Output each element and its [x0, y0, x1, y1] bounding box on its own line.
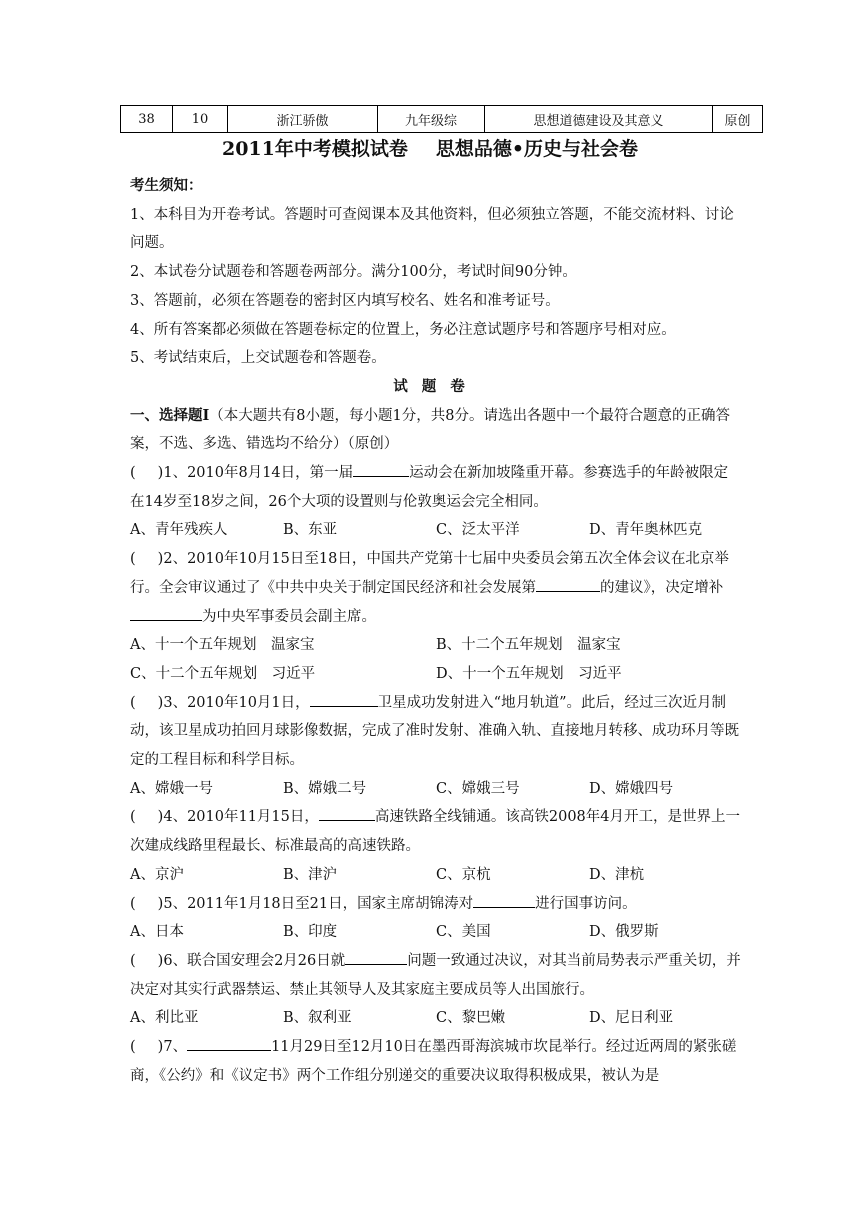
notice-item: 1、本科目为开卷考试。答题时可查阅课本及其他资料，但必须独立答题，不能交流材料、讨论问题。 — [130, 206, 734, 252]
header-info-row — [121, 106, 763, 133]
answer-blank — [345, 950, 407, 965]
header-info-table — [120, 105, 763, 133]
answer-blank — [473, 893, 535, 908]
exam-title — [0, 134, 860, 161]
option-a: A、京沪 — [130, 866, 184, 883]
question-3-options — [130, 775, 742, 804]
notice-item: 4、所有答案都必须做在答题卷标定的位置上，务必注意试题序号和答题序号相对应。 — [130, 321, 676, 338]
cell-number: 38 — [121, 106, 173, 133]
cell-source: 原创 — [713, 106, 763, 133]
option-b: B、东亚 — [283, 522, 338, 539]
option-c: C、泛太平洋 — [436, 522, 520, 539]
exam-title-main: 2011年中考模拟试卷 — [221, 138, 408, 160]
option-b: B、津沪 — [283, 866, 338, 883]
question-1-options — [130, 516, 742, 545]
option-c: C、嫦娥三号 — [436, 780, 520, 797]
exam-content — [130, 172, 742, 1091]
option-a: A、青年残疾人 — [130, 522, 228, 539]
question-3: ( )3、2010年10月1日， 卫星成功发射进入“地月轨道”。此后，经过三次近月制动，该卫星成功拍回月球影像数据，完成了准时发射、准确入轨、直接地月转移、成功环月等既定的工程目标和科学目标。 — [130, 689, 742, 775]
option-b: B、叙利亚 — [283, 1010, 352, 1027]
option-d: D、尼日利亚 — [589, 1010, 674, 1027]
question-2-options-row1 — [130, 631, 742, 660]
notice-item: 3、答题前，必须在答题卷的密封区内填写校名、姓名和准考证号。 — [130, 292, 560, 309]
question-1: ( )1、2010年8月14日，第一届 运动会在新加坡隆重开幕。参赛选手的年龄被限定在14岁至18岁之间，26个大项的设置则与伦敦奥运会完全相同。 — [130, 459, 742, 516]
cell-author: 浙江骄傲 — [228, 106, 378, 133]
option-d: D、青年奥林匹克 — [589, 522, 703, 539]
answer-blank — [536, 577, 600, 592]
notice-heading: 考生须知： — [130, 177, 203, 194]
question-6-options — [130, 1004, 742, 1033]
question-4: ( )4、2010年11月15日， 高速铁路全线铺通。该高铁2008年4月开工，是世界上一次建成线路里程最长、标准最高的高速铁路。 — [130, 803, 742, 860]
option-b: B、十二个五年规划 温家宝 — [436, 637, 621, 654]
cell-grade: 九年级综 — [378, 106, 485, 133]
answer-blank — [187, 1036, 271, 1051]
notice-item: 5、考试结束后，上交试题卷和答题卷。 — [130, 350, 386, 367]
section-title: 试题卷 — [393, 377, 479, 395]
option-a: A、日本 — [130, 924, 184, 941]
notice-item: 2、本试卷分试题卷和答题卷两部分。满分100分，考试时间90分钟。 — [130, 264, 577, 281]
answer-blank — [130, 606, 202, 621]
question-2: ( )2、2010年10月15日至18日，中国共产党第十七届中央委员会第五次全体会议在北京举行。全会审议通过了《中共中央关于制定国民经济和社会发展第 的建议》，决定增补为中央军事委员会副主席。 — [130, 551, 729, 625]
option-a: A、十一个五年规划 温家宝 — [130, 637, 315, 654]
question-5-options — [130, 918, 742, 947]
cell-topic: 思想道德建设及其意义 — [485, 106, 713, 133]
cell-score: 10 — [173, 106, 228, 133]
option-d: D、嫦娥四号 — [589, 780, 674, 797]
option-d: D、津杭 — [589, 866, 645, 883]
question-5: ( )5、2011年1月18日至21日，国家主席胡锦涛对 进行国事访问。 — [130, 890, 742, 919]
part1-intro — [130, 402, 742, 459]
question-7: ( )7、 11月29日至12月10日在墨西哥海滨城市坎昆举行。经过近两周的紧张磋商，《公约》和《议定书》两个工作组分别递交的重要决议取得积极成果，被认为是 — [130, 1033, 742, 1090]
option-a: A、嫦娥一号 — [130, 780, 213, 797]
option-c: C、黎巴嫩 — [436, 1010, 506, 1027]
part1-heading: 一、选择题Ⅰ — [130, 406, 210, 424]
option-d: D、俄罗斯 — [589, 924, 659, 941]
option-d: D、十一个五年规划 习近平 — [436, 665, 622, 682]
option-b: B、嫦娥二号 — [283, 780, 367, 797]
option-b: B、印度 — [283, 924, 338, 941]
question-4-options — [130, 861, 742, 890]
exam-title-subject: 思想品德•历史与社会卷 — [435, 138, 639, 160]
answer-blank — [353, 462, 409, 477]
option-c: C、十二个五年规划 习近平 — [130, 665, 316, 682]
option-a: A、利比亚 — [130, 1010, 199, 1027]
question-6: ( )6、联合国安理会2月26日就 问题一致通过决议，对其当前局势表示严重关切，并决定对其实行武器禁运、禁止其领导人及其家庭主要成员等人出国旅行。 — [130, 947, 742, 1004]
part1-instruction: （本大题共有8小题，每小题1分，共8分。请选出各题中一个最符合题意的正确答案，不选、多选、错选均不给分）（原创） — [130, 407, 730, 453]
answer-blank — [310, 692, 378, 707]
answer-blank — [319, 806, 375, 821]
option-c: C、美国 — [436, 924, 491, 941]
question-2-options-row2 — [130, 660, 742, 689]
option-c: C、京杭 — [436, 866, 491, 883]
